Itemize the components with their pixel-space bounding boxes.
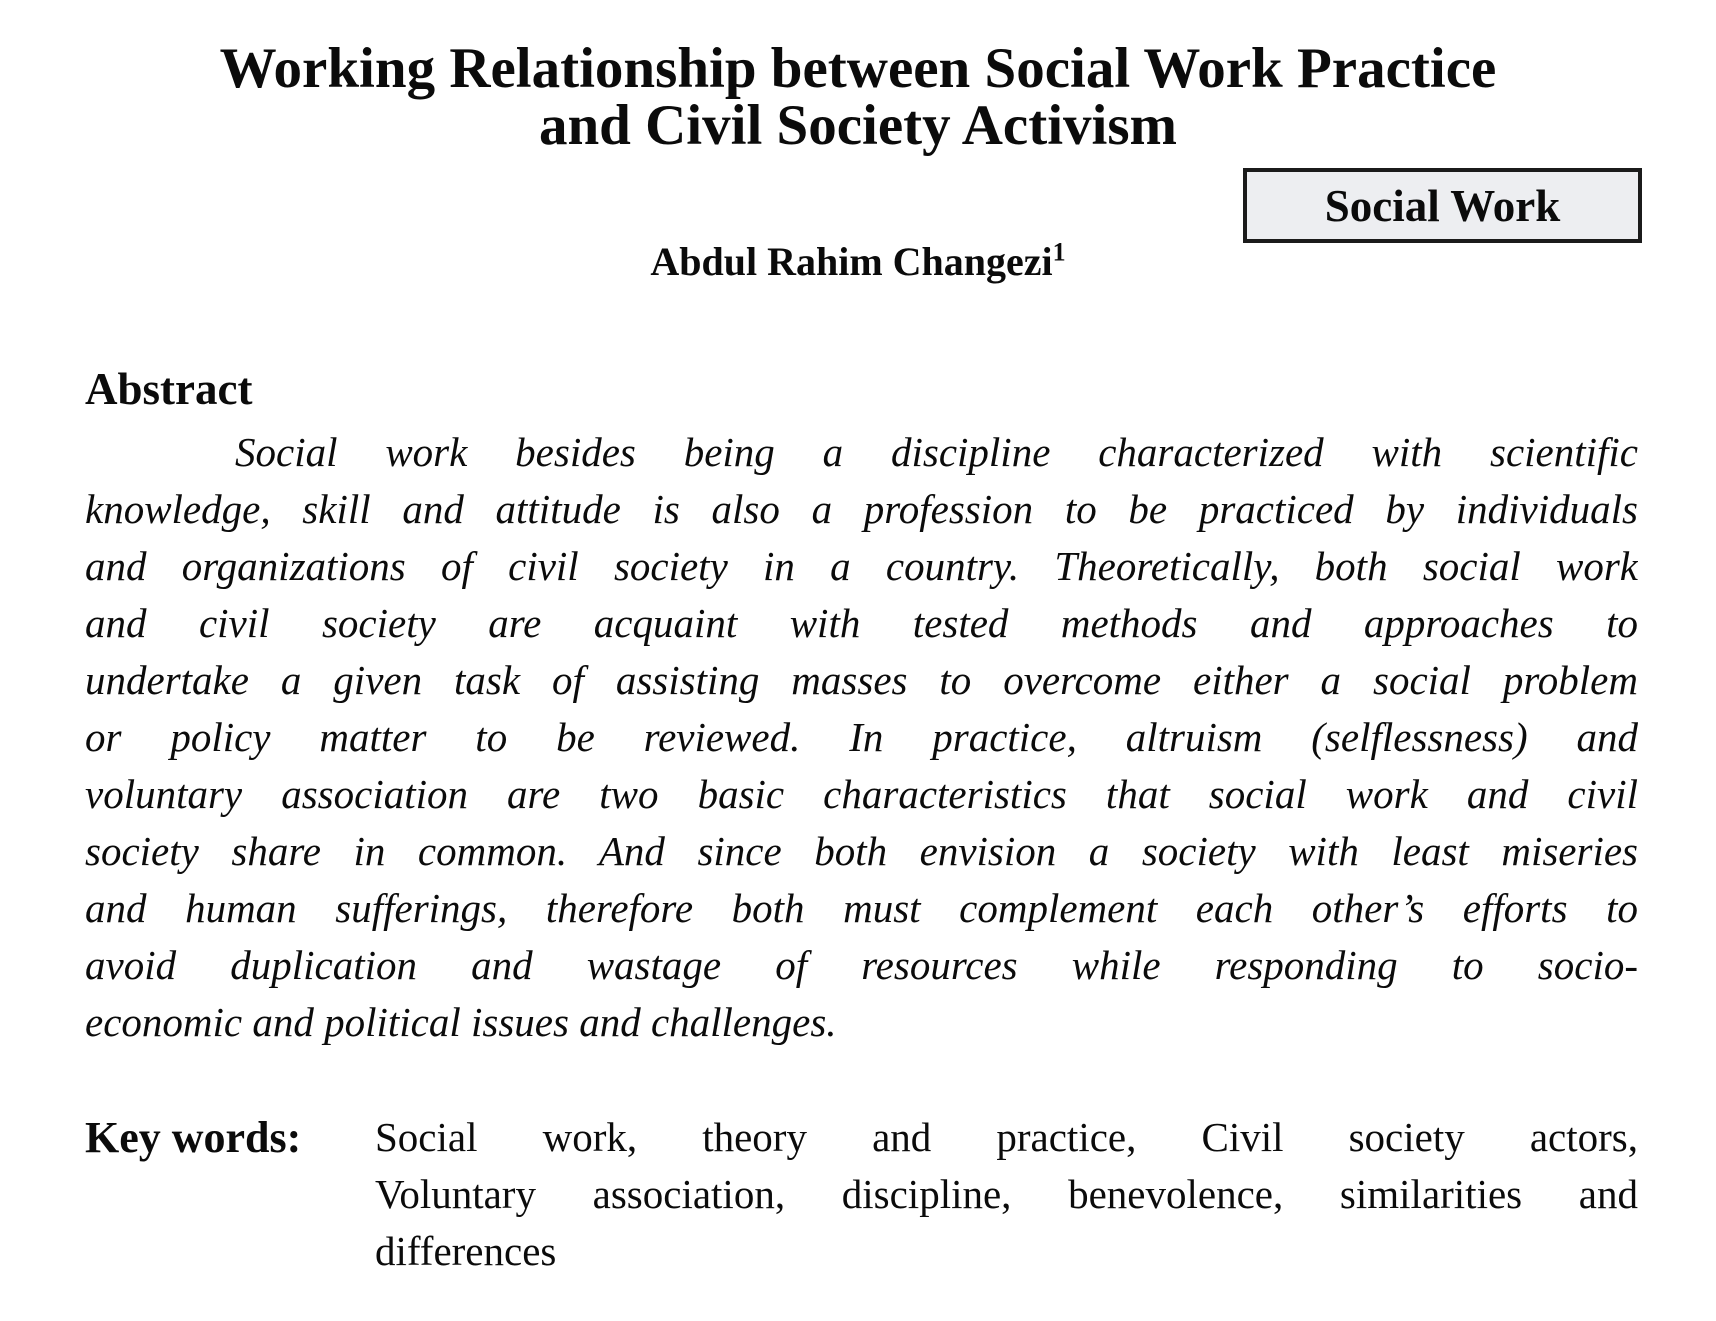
author-name: Abdul Rahim Changezi [650, 239, 1053, 284]
paper-title [0, 37, 1716, 157]
keywords-block [85, 1109, 1638, 1280]
abstract-line: Social work besides being a discipline characterized with scientific [235, 429, 1638, 475]
keywords-label: Key words: [85, 1113, 302, 1162]
abstract-line: economic and political issues and challenges. [85, 999, 837, 1045]
abstract-line: society share in common. And since both envision a society with least miseries [85, 828, 1638, 874]
keywords-line: Voluntary association, discipline, benevolence, similarities and [375, 1171, 1638, 1217]
category-label: Social Work [1324, 180, 1561, 231]
author-line [0, 238, 1716, 286]
paper-title-line-2: and Civil Society Activism [538, 94, 1178, 157]
keywords-text [375, 1109, 1638, 1280]
abstract-line: and civil society are acquaint with tested methods and approaches to [85, 600, 1638, 646]
abstract-line: knowledge, skill and attitude is also a profession to be practiced by individuals [85, 486, 1638, 532]
abstract-line: and human sufferings, therefore both must complement each other’s efforts to [85, 885, 1638, 931]
abstract-line: voluntary association are two basic characteristics that social work and civil [85, 771, 1638, 817]
abstract-line: avoid duplication and wastage of resources while responding to socio- [85, 942, 1638, 988]
keywords-line: Social work, theory and practice, Civil society actors, [375, 1114, 1638, 1160]
abstract-line: or policy matter to be reviewed. In practice, altruism (selflessness) and [85, 714, 1638, 760]
abstract-line: and organizations of civil society in a country. Theoretically, both social work [85, 543, 1638, 589]
abstract-heading: Abstract [85, 364, 253, 414]
abstract-line: undertake a given task of assisting masses to overcome either a social problem [85, 657, 1638, 703]
author-footnote-marker: 1 [1052, 237, 1066, 267]
paper-title-line-1: Working Relationship between Social Work Practice [219, 37, 1497, 100]
keywords-line: differences [375, 1228, 557, 1274]
abstract-paragraph [85, 424, 1638, 1051]
category-box [1243, 168, 1642, 243]
